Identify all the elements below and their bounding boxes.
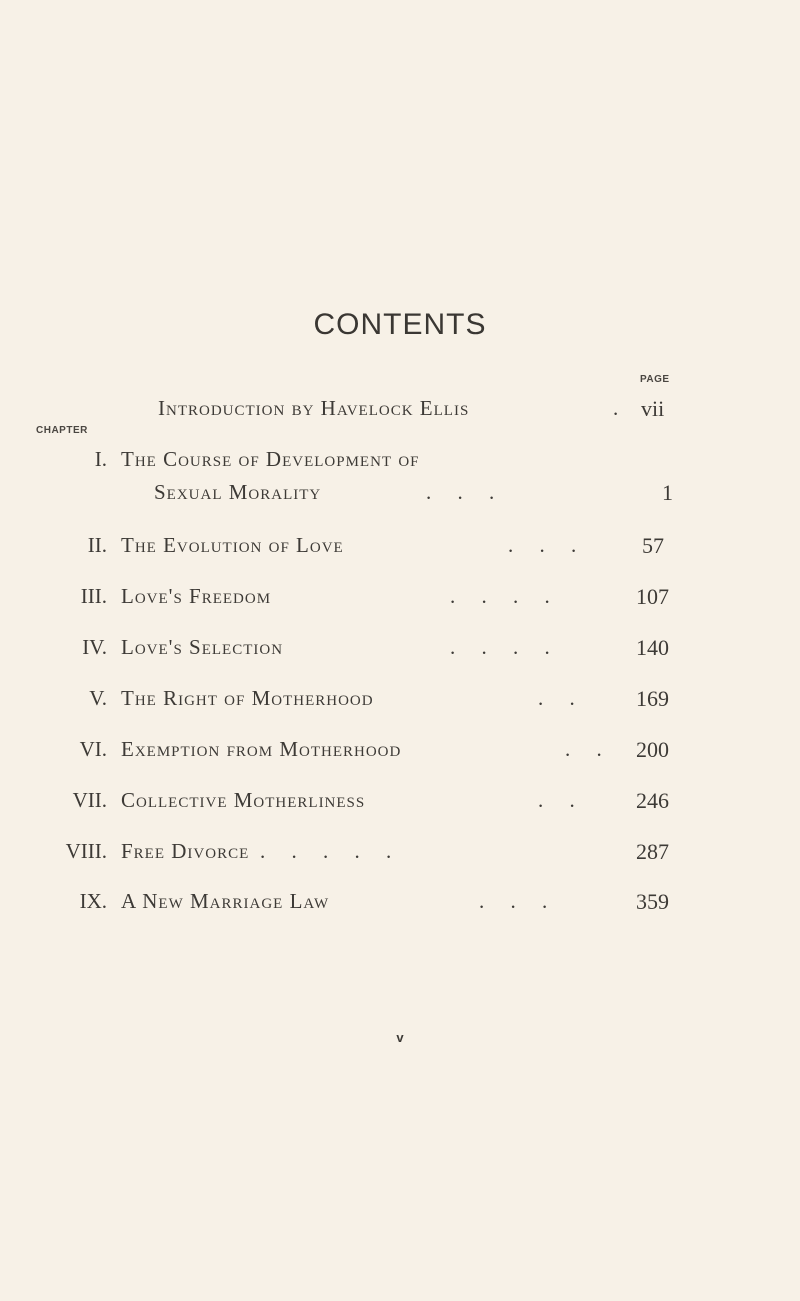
page-column-label: PAGE: [640, 374, 670, 385]
toc-entry-title-continued: Sexual Morality: [154, 480, 322, 504]
toc-leader-dots: .: [613, 396, 619, 420]
chapter-column-label: CHAPTER: [36, 425, 88, 436]
toc-leader-dots: . .: [538, 686, 575, 710]
toc-page-number: 169: [636, 686, 669, 711]
chapter-numeral: VII.: [72, 788, 107, 812]
chapter-numeral: II.: [87, 533, 107, 557]
toc-page-number: 1: [662, 480, 673, 505]
toc-entry-introduction[interactable]: [0, 396, 800, 426]
toc-entry-chapter-1[interactable]: [0, 447, 800, 477]
toc-entry-title: Collective Motherliness: [121, 788, 366, 812]
toc-entry-title: A New Marriage Law: [121, 889, 330, 913]
toc-entry-chapter-8[interactable]: [0, 839, 800, 869]
toc-leader-dots: . . .: [426, 480, 495, 504]
chapter-numeral: V.: [89, 686, 107, 710]
toc-entry-chapter-2[interactable]: [0, 533, 800, 563]
toc-page-number: 287: [636, 839, 669, 864]
toc-entry-title: The Course of Development of: [121, 447, 420, 471]
toc-page-number: vii: [641, 396, 665, 421]
chapter-numeral: VI.: [79, 737, 107, 761]
toc-leader-dots: . . . .: [450, 584, 550, 608]
toc-entry-title: Exemption from Motherhood: [121, 737, 402, 761]
toc-leader-dots: . . . .: [450, 635, 550, 659]
chapter-numeral: IV.: [82, 635, 107, 659]
page-title: CONTENTS: [313, 308, 487, 341]
toc-entry-chapter-5[interactable]: [0, 686, 800, 716]
toc-leader-dots: . .: [565, 737, 602, 761]
toc-entry-title: Free Divorce: [121, 839, 250, 863]
chapter-numeral: VIII.: [65, 839, 107, 863]
toc-page-number: 107: [636, 584, 669, 609]
toc-entry-chapter-4[interactable]: [0, 635, 800, 665]
chapter-numeral: III.: [80, 584, 107, 608]
chapter-numeral: I.: [94, 447, 107, 471]
page-folio: v: [396, 1030, 404, 1045]
toc-page-number: 200: [636, 737, 669, 762]
toc-page-number: 57: [642, 533, 664, 558]
toc-leader-dots: . . .: [508, 533, 577, 557]
toc-leader-dots: . .: [538, 788, 575, 812]
toc-leader-dots: . . . . .: [260, 839, 392, 863]
toc-entry-chapter-3[interactable]: [0, 584, 800, 614]
toc-entry-chapter-9[interactable]: [0, 889, 800, 919]
toc-page-number: 140: [636, 635, 669, 660]
toc-entry-chapter-7[interactable]: [0, 788, 800, 818]
toc-entry-title: Love's Selection: [121, 635, 284, 659]
toc-entry-title: The Right of Motherhood: [121, 686, 374, 710]
toc-entry-title: Introduction by Havelock Ellis: [158, 396, 470, 420]
toc-entry-title: Love's Freedom: [121, 584, 272, 608]
toc-entry-chapter-6[interactable]: [0, 737, 800, 767]
toc-leader-dots: . . .: [479, 889, 548, 913]
toc-page-number: 246: [636, 788, 669, 813]
toc-entry-chapter-1-continued[interactable]: [0, 480, 800, 510]
chapter-numeral: IX.: [79, 889, 107, 913]
toc-page-number: 359: [636, 889, 669, 914]
toc-entry-title: The Evolution of Love: [121, 533, 344, 557]
